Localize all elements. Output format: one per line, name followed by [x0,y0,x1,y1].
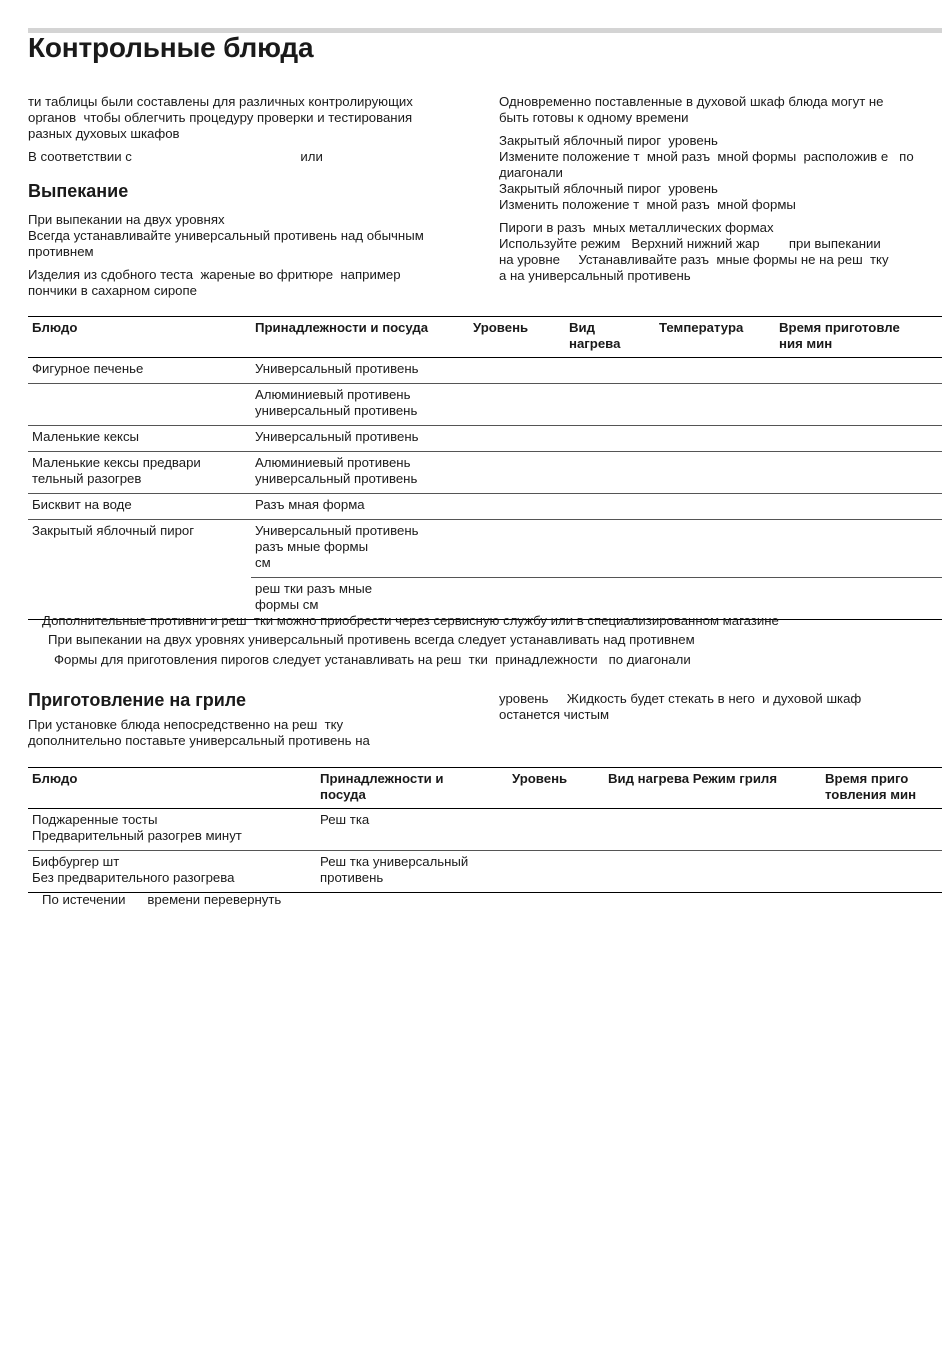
cell-level [469,358,565,384]
intro-paragraph: ти таблицы были составлены для различных контролирующих органов чтобы облегчить процедуру проверки и тестирования разных духовых шкафов [28,94,413,141]
table-row [28,358,942,384]
cell-level [469,426,565,452]
baking-pastry-paragraph: Изделия из сдобного теста жареные во фритюре например пончики в сахарном сиропе [28,267,401,298]
table-row [28,851,942,893]
intro-right-paragraph: Одновременно поставленные в духовой шкаф блюда могут не быть готовы к одному времени [499,94,884,125]
cell-cooking-time [821,851,942,893]
apple-pie-positioning-paragraph: Закрытый яблочный пирог уровень Измените положение т мной разъ мной формы расположив е по диагонали Закрытый яблочный пирог уровень Изменить положение т мной разъ мной формы [499,133,914,212]
cell-level [469,384,565,426]
column-header-dish: Блюдо [28,317,251,358]
cell-heating-mode [565,358,655,384]
cell-level [469,494,565,520]
cell-temperature [655,452,775,494]
cell-heating-mode [565,494,655,520]
cell-accessories: Разъ мная форма [251,494,469,520]
column-header-level: Уровень [469,317,565,358]
footnote-extra-trays: Дополнительные противни и реш тки можно приобрести через сервисную службу или в специализированном магазине [42,613,779,628]
column-header-cooking-time: Время приготовле ния мин [775,317,942,358]
cell-grill-mode [604,851,821,893]
grill-intro-right: уровень Жидкость будет стекать в него и духовой шкаф останется чистым [499,691,862,722]
cell-accessories: реш тки разъ мные формы см [251,578,469,620]
column-header-grill-mode: Вид нагрева Режим гриля [604,768,821,809]
footnote-pie-forms: Формы для приготовления пирогов следует устанавливать на реш тки принадлежности по диагонали [54,652,691,667]
grill-table [28,767,942,893]
column-header-temperature: Температура [655,317,775,358]
cell-accessories: Алюминиевый противень универсальный противень [251,452,469,494]
column-header-heating-mode: Вид нагрева [565,317,655,358]
cell-temperature [655,426,775,452]
cell-level [469,452,565,494]
column-header-accessories: Принадлежности и посуда [316,768,508,809]
column-header-cooking-time: Время приго товления мин [821,768,942,809]
cell-accessories: Реш тка [316,809,508,851]
cell-accessories: Универсальный противень [251,358,469,384]
table-header-row [28,768,942,809]
footnote-two-levels: При выпекании на двух уровнях универсальный противень всегда следует устанавливать над противнем [48,632,695,647]
cell-level [508,851,604,893]
cell-heating-mode [565,452,655,494]
column-header-accessories: Принадлежности и посуда [251,317,469,358]
cell-cooking-time [775,358,942,384]
table-row [28,520,942,578]
intro-reference-line: В соответствии с или [28,149,323,164]
page-title: Контрольные блюда [28,32,314,63]
cell-cooking-time [775,520,942,578]
cell-level [469,520,565,578]
cell-dish: Бифбургер шт Без предварительного разогрева [28,851,316,893]
cell-dish: Бисквит на воде [28,494,251,520]
cell-cooking-time [775,494,942,520]
cell-accessories: Алюминиевый противень универсальный противень [251,384,469,426]
table-header-row [28,317,942,358]
cell-accessories: Реш тка универсальный противень [316,851,508,893]
table-row [28,452,942,494]
table-row [28,426,942,452]
cell-heating-mode [565,426,655,452]
section-heading-baking: Выпекание [28,181,129,201]
column-header-level: Уровень [508,768,604,809]
cell-cooking-time [821,809,942,851]
table-row [28,384,942,426]
cell-dish: Поджаренные тосты Предварительный разогрев минут [28,809,316,851]
grill-intro-left: При установке блюда непосредственно на реш тку дополнительно поставьте универсальный противень на [28,717,370,748]
cell-accessories: Универсальный противень [251,426,469,452]
cell-cooking-time [775,452,942,494]
cell-dish: Маленькие кексы [28,426,251,452]
column-header-dish: Блюдо [28,768,316,809]
cell-heating-mode [565,384,655,426]
cell-level [508,809,604,851]
cell-heating-mode [565,520,655,578]
cell-dish [28,384,251,426]
cell-temperature [655,384,775,426]
baking-two-levels-paragraph: При выпекании на двух уровнях Всегда устанавливайте универсальный противень над обычным противнем [28,212,424,259]
section-heading-grill: Приготовление на гриле [28,690,247,710]
table-row [28,494,942,520]
table-row [28,809,942,851]
springform-paragraph: Пироги в разъ мных металлических формах Используйте режим Верхний нижний жар при выпекании на уровне Устанавливайте разъ мные формы не на реш тку а на универсальный противень [499,220,889,283]
footnote-turn-over: По истечении времени перевернуть [42,892,282,907]
cell-accessories: Универсальный противень разъ мные формы см [251,520,469,578]
cell-dish: Закрытый яблочный пирог [28,520,251,620]
cell-cooking-time [775,426,942,452]
cell-temperature [655,494,775,520]
cell-dish: Фигурное печенье [28,358,251,384]
baking-table [28,316,942,620]
cell-temperature [655,520,775,578]
cell-dish: Маленькие кексы предвари тельный разогрев [28,452,251,494]
cell-cooking-time [775,384,942,426]
cell-cooking-time [775,578,942,620]
cell-grill-mode [604,809,821,851]
cell-temperature [655,358,775,384]
